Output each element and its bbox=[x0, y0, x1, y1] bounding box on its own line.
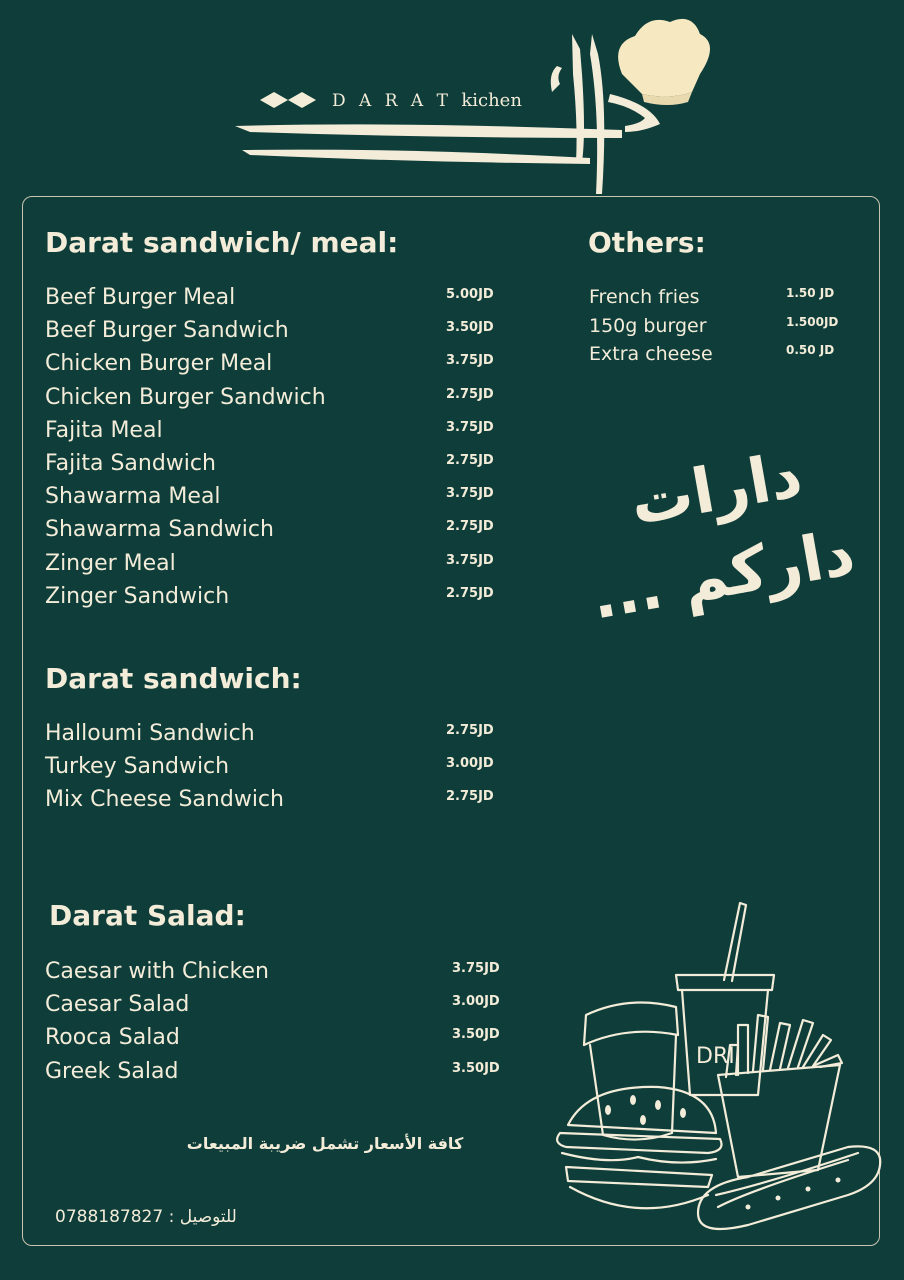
salad-item-price: 3.50JD bbox=[452, 1027, 500, 1043]
others-item-price: 0.50 JD bbox=[786, 343, 835, 358]
fast-food-illustration bbox=[548, 895, 883, 1240]
meal-item-price: 3.75JD bbox=[446, 486, 494, 502]
meal-item-name: Fajita Sandwich bbox=[45, 451, 216, 476]
section-title-salad: Darat Salad: bbox=[49, 899, 246, 932]
meal-item-name: Zinger Sandwich bbox=[45, 583, 230, 609]
meal-item-price: 3.50JD bbox=[446, 320, 494, 336]
delivery-phone: 0788187827 : للتوصيل bbox=[55, 1207, 237, 1227]
meal-item-name: Chicken Burger Meal bbox=[45, 351, 273, 377]
salad-item-name: Caesar Salad bbox=[45, 992, 190, 1018]
meal-item-price: 5.00JD bbox=[446, 287, 494, 302]
meal-item-price: 2.75JD bbox=[446, 585, 494, 601]
sandwich-item-price: 2.75JD bbox=[446, 789, 494, 805]
slogan-line-2: داركم ... bbox=[585, 515, 861, 634]
meal-item-price: 2.75JD bbox=[446, 453, 494, 468]
meal-item-name: Zinger Meal bbox=[45, 550, 176, 576]
meal-item-name: Beef Burger Sandwich bbox=[45, 318, 289, 344]
salad-item-price: 3.75JD bbox=[452, 961, 500, 976]
section-title-others: Others: bbox=[588, 226, 706, 259]
meal-item-price: 3.75JD bbox=[446, 353, 494, 369]
salad-item-price: 3.00JD bbox=[452, 994, 500, 1010]
meal-item-price: 3.75JD bbox=[446, 419, 494, 435]
salad-item-name: Rooca Salad bbox=[45, 1025, 180, 1051]
others-item-price: 1.50 JD bbox=[786, 286, 835, 300]
sandwich-item-price: 2.75JD bbox=[446, 723, 494, 738]
meal-item-price: 3.75JD bbox=[446, 552, 494, 568]
meal-item-name: Chicken Burger Sandwich bbox=[45, 384, 326, 410]
brand-subname: kichen bbox=[461, 90, 522, 111]
others-item-price: 1.500JD bbox=[786, 314, 839, 329]
meal-item-name: Fajita Meal bbox=[45, 417, 163, 443]
others-item-name: 150g burger bbox=[589, 314, 707, 337]
salad-item-price: 3.50JD bbox=[452, 1060, 500, 1076]
salad-item-name: Greek Salad bbox=[45, 1058, 179, 1084]
svg-text:DRI: DRI bbox=[696, 1044, 735, 1069]
section-title-sandwich: Darat sandwich: bbox=[45, 662, 302, 695]
sandwich-item-name: Turkey Sandwich bbox=[45, 754, 230, 780]
sandwich-item-name: Halloumi Sandwich bbox=[45, 721, 255, 746]
meal-item-name: Beef Burger Meal bbox=[45, 285, 236, 310]
logo-wordmark bbox=[332, 90, 522, 111]
diamond-icon bbox=[260, 92, 316, 108]
others-item-name: French fries bbox=[589, 286, 700, 308]
slogan-line-1: دارات bbox=[624, 437, 808, 540]
sandwich-item-price: 3.00JD bbox=[446, 756, 494, 772]
meal-item-price: 2.75JD bbox=[446, 519, 494, 535]
brand-name: D A R A T bbox=[332, 91, 452, 111]
chef-hat-icon bbox=[618, 19, 710, 105]
sandwich-item-name: Mix Cheese Sandwich bbox=[45, 787, 284, 813]
meal-item-price: 2.75JD bbox=[446, 386, 494, 402]
tax-note: كافة الأسعار تشمل ضريبة المبيعات bbox=[186, 1134, 464, 1153]
brand-logo bbox=[230, 14, 710, 199]
meal-item-name: Shawarma Sandwich bbox=[45, 517, 274, 543]
meal-item-name: Shawarma Meal bbox=[45, 484, 221, 510]
salad-item-name: Caesar with Chicken bbox=[45, 959, 269, 984]
others-item-name: Extra cheese bbox=[589, 343, 713, 366]
section-title-meal: Darat sandwich/ meal: bbox=[45, 226, 399, 259]
